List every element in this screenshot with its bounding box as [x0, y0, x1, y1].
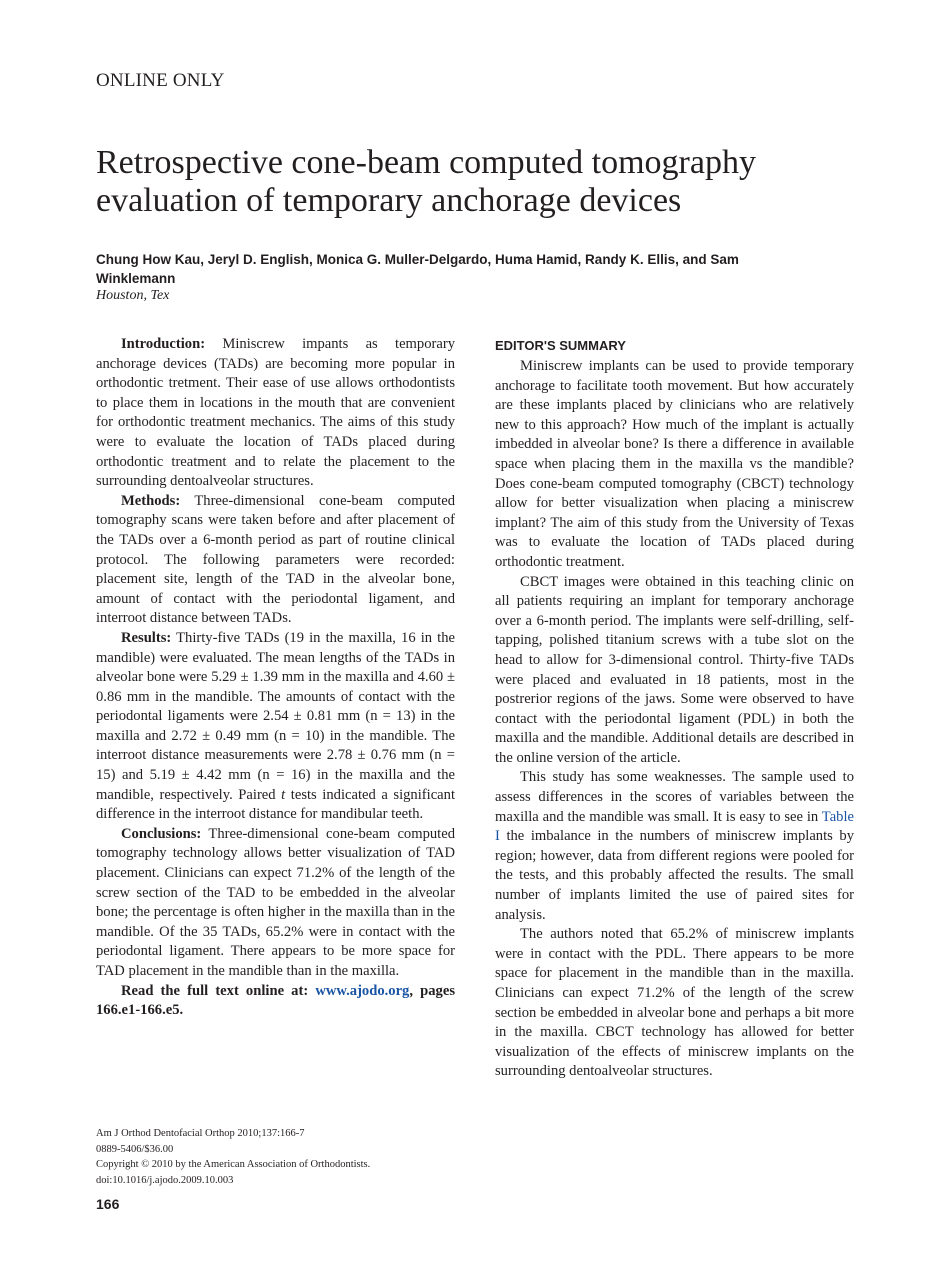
- abstract-methods: [96, 492, 455, 629]
- text: Three-dimensional cone-beam computed tomography scans were taken before and after placement of the TADs over a 6-month period as part of routine clinical protocol. The following parameters were recorded: placement site, length of the TAD in the alveolar bone, amount of contact with the periodontal ligament, and interroot distance between TADs.: [96, 492, 455, 627]
- label: Read the full text online at:: [121, 982, 316, 999]
- text: Three-dimensional cone-beam computed tomography technology allows better visualization of TAD placement. Clinicians can expect 71.2% of the length of the screw section of the TAD to be embedded in the alveolar bone; the percentage is often higher in the maxilla than in the mandible. Of the 35 TADs, 65.2% were in contact with the periodontal ligament. There appears to be more space for TAD placement in the mandible than in the maxilla.: [96, 825, 455, 979]
- editors-summary-heading: EDITOR'S SUMMARY: [495, 338, 626, 353]
- doi: doi:10.1016/j.ajodo.2009.10.003: [96, 1174, 234, 1186]
- copyright: Copyright © 2010 by the American Association of Orthodontists.: [96, 1159, 371, 1170]
- pages: , pages 166.e1-166.e5.: [96, 982, 455, 1019]
- label: Introduction:: [121, 336, 206, 352]
- abstract-conclusions: [96, 825, 455, 982]
- abstract-introduction: [96, 335, 455, 492]
- summary-paragraph: Miniscrew implants can be used to provide temporary anchorage to facilitate tooth movement. But how accurately are these implants placed by clinicians who are relatively new to this approach? How much of the implant is actually imbedded in alveolar bone? Is there a difference in available space when placing them in the maxilla vs the mandible? Does cone-beam computed tomography (CBCT) technology allow for better visualization when placing a miniscrew implant? The aim of this study from the University of Texas was to evaluate the location of TADs placed during orthodontic treatment.: [495, 358, 854, 570]
- text: This study has some weaknesses. The sample used to assess differences in the scores of variables between the maxilla and the mandible was small. It is easy to see in: [495, 769, 854, 825]
- page-number: 166: [96, 1196, 120, 1212]
- text: t: [281, 786, 286, 803]
- summary-paragraph: [495, 768, 854, 925]
- label: Results:: [121, 629, 172, 646]
- footer-info: [96, 1126, 370, 1188]
- abstract-results: [96, 629, 455, 825]
- text: Miniscrew impants as temporary anchorage devices (TADs) are becoming more popular in orthodontic tretment. Their ease of use allows orthodontists to place them in locations in the mouth that are convenient for orthodontic treatment mechanics. The aims of this study were to evaluate the location of TADs placed during orthodontic treatment and to relate the placement to the surrounding dentoalveolar structures.: [96, 336, 455, 490]
- label: Methods:: [121, 492, 181, 509]
- editors-summary: [495, 357, 854, 1082]
- summary-paragraph: CBCT images were obtained in this teaching clinic on all patients requiring an implant for temporary anchorage over a 6-month period. The implants were self-drilling, self-tapping, polished titanium screws with a tube slot on the head to allow for 3-dimensional control. Thirty-five TADs were placed and evaluated in 18 patients, most in the postrerior regions of the jaws. Some were observed to have contact with the periodontal ligament (PDL) in both the maxilla and the mandible. Additional details are described in the online version of the article.: [495, 573, 854, 766]
- text: the imbalance in the numbers of miniscrew implants by region; however, data from different regions were pooled for the tests, and this probably affected the results. The small number of implants limited the use of paired sites for analysis.: [495, 828, 854, 923]
- ajodo-link[interactable]: www.ajodo.org: [315, 982, 410, 999]
- table-link[interactable]: Table I: [495, 808, 854, 845]
- abstract: [96, 335, 455, 1021]
- text: tests indicated a significant difference in the interroot distance for mandibular teeth.: [96, 786, 456, 823]
- article-title: Retrospective cone-beam computed tomography evaluation of temporary anchorage devices: [96, 144, 756, 219]
- text: Thirty-five TADs (19 in the maxilla, 16 in the mandible) were evaluated. The mean lengths of the TADs in alveolar bone were 5.29 ± 1.39 mm in the maxilla and 4.60 ± 0.86 mm in the mandible. The amounts of contact with the periodontal ligaments were 2.54 ± 0.81 mm (n = 13) in the maxilla and 2.72 ± 0.49 mm (n = 10) in the mandible. The interroot distance measurements were 2.78 ± 0.76 mm (n = 15) and 5.19 ± 4.42 mm (n = 16) in the maxilla and the mandible, respectively. Paired: [96, 629, 455, 803]
- author-list: Chung How Kau, Jeryl D. English, Monica G. Muller-Delgardo, Huma Hamid, Randy K. Ellis, and Sam Winklemann: [96, 252, 739, 286]
- section-label: ONLINE ONLY: [96, 70, 225, 91]
- read-online: [96, 982, 455, 1021]
- summary-paragraph: The authors noted that 65.2% of miniscrew implants were in contact with the PDL. There appears to be more space for placement in the mandible than in the maxilla. Clinicians can expect 71.2% of the length of the screw section be embedded in alveolar bone and perhaps a bit more in the maxilla. CBCT technology has allowed for better visualization of the effects of miniscrew implants on the surrounding dentoalveolar structures.: [495, 926, 854, 1080]
- issn: 0889-5406/$36.00: [96, 1143, 174, 1155]
- citation: Am J Orthod Dentofacial Orthop 2010;137:166-7: [96, 1128, 305, 1139]
- author-location: Houston, Tex: [96, 288, 170, 303]
- label: Conclusions:: [121, 825, 202, 842]
